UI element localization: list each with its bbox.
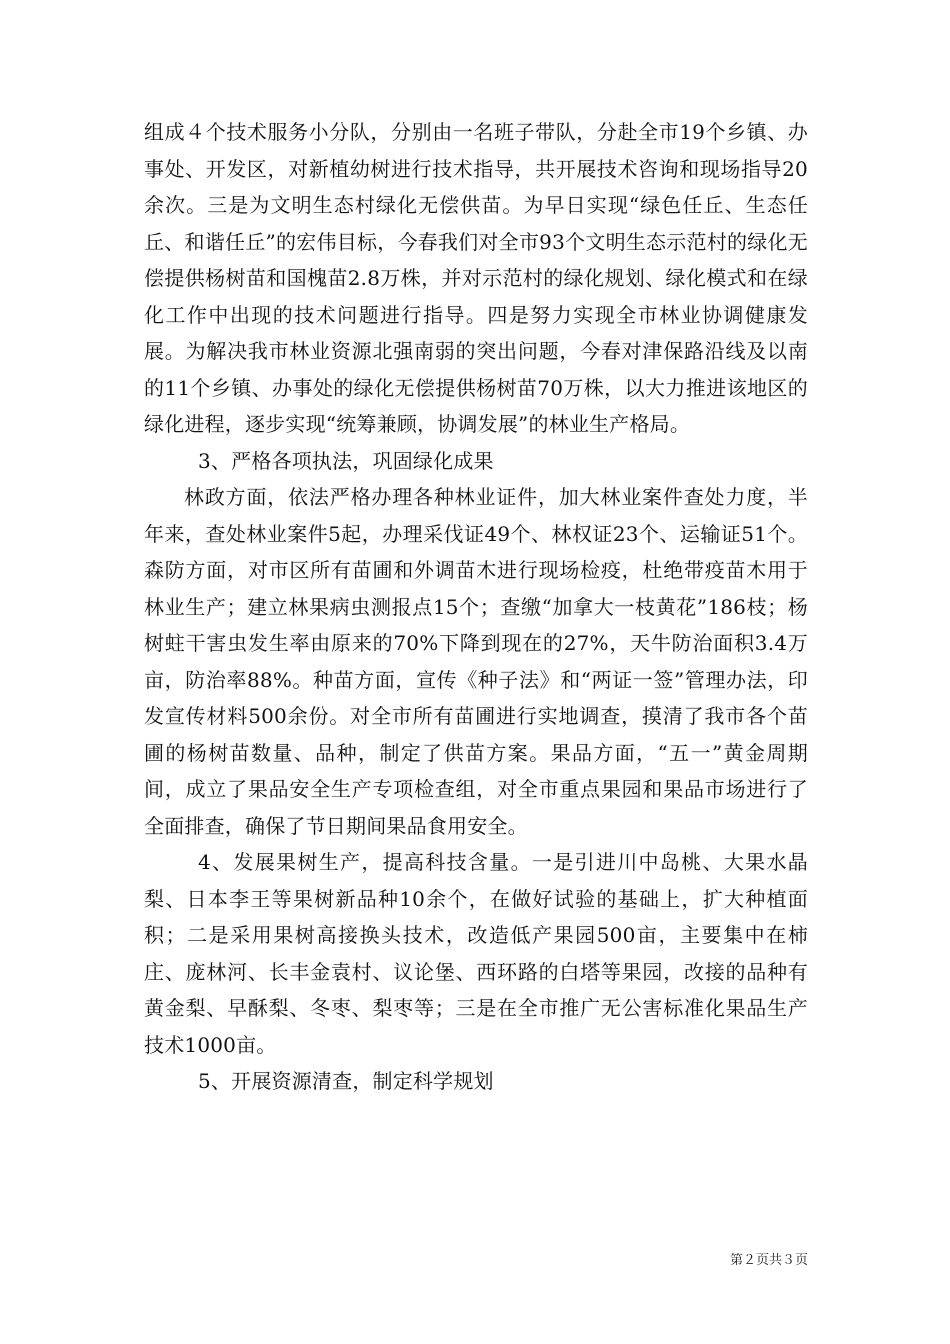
paragraph-fruit-production: 4、发展果树生产，提高科技含量。一是引进川中岛桃、大果水晶梨、日本李王等果树新品种10余个，在做好试验的基础上，扩大种植面积；二是采用果树高接换头技术，改造低产果园500亩，主要集中在柿庄、庞林河、长丰金袁村、议论堡、西环路的白塔等果园，改接的品种有黄金梨、早酥梨、冬枣、梨枣等；三是在全市推广无公害标准化果品生产技术1000亩。 bbox=[144, 850, 808, 1057]
section-heading-5: 5、开展资源清查，制定科学规划 bbox=[198, 1069, 494, 1093]
section-heading-3: 3、严格各项执法，巩固绿化成果 bbox=[198, 448, 494, 473]
document-body bbox=[144, 114, 808, 1100]
page-number-footer: 第２页共３页 bbox=[729, 1253, 808, 1268]
paragraph-forestry-enforcement: 林政方面，依法严格办理各种林业证件，加大林业案件查处力度，半年来，查处林业案件5起，办理采伐证49个、林权证23个、运输证51个。森防方面，对市区所有苗圃和外调苗木进行现场检疫，杜绝带疫苗木用于林业生产；建立林果病虫测报点15个；查缴“加拿大一枝黄花”186枝；杨树蛀干害虫发生率由原来的70%下降到现在的27%，天牛防治面积3.4万亩，防治率88%。种苗方面，宣传《种子法》和“两证一签”管理办法，印发宣传材料500余份。对全市所有苗圃进行实地调查，摸清了我市各个苗圃的杨树苗数量、品种，制定了供苗方案。果品方面，“五一”黄金周期间，成立了果品安全生产专项检查组，对全市重点果园和果品市场进行了全面排查，确保了节日期间果品食用安全。 bbox=[144, 485, 808, 838]
paragraph-continuation: 组成４个技术服务小分队，分别由一名班子带队，分赴全市19个乡镇、办事处、开发区，对新植幼树进行技术指导，共开展技术咨询和现场指导20余次。三是为文明生态村绿化无偿供苗。为早日实现“绿色任丘、生态任丘、和谐任丘”的宏伟目标，今春我们对全市93个文明生态示范村的绿化无偿提供杨树苗和国槐苗2.8万株，并对示范村的绿化规划、绿化模式和在绿化工作中出现的技术问题进行指导。四是努力实现全市林业协调健康发展。为解决我市林业资源北强南弱的突出问题，今春对津保路沿线及以南的11个乡镇、办事处的绿化无偿提供杨树苗70万株，以大力推进该地区的绿化进程，逐步实现“统筹兼顾，协调发展”的林业生产格局。 bbox=[144, 120, 808, 436]
